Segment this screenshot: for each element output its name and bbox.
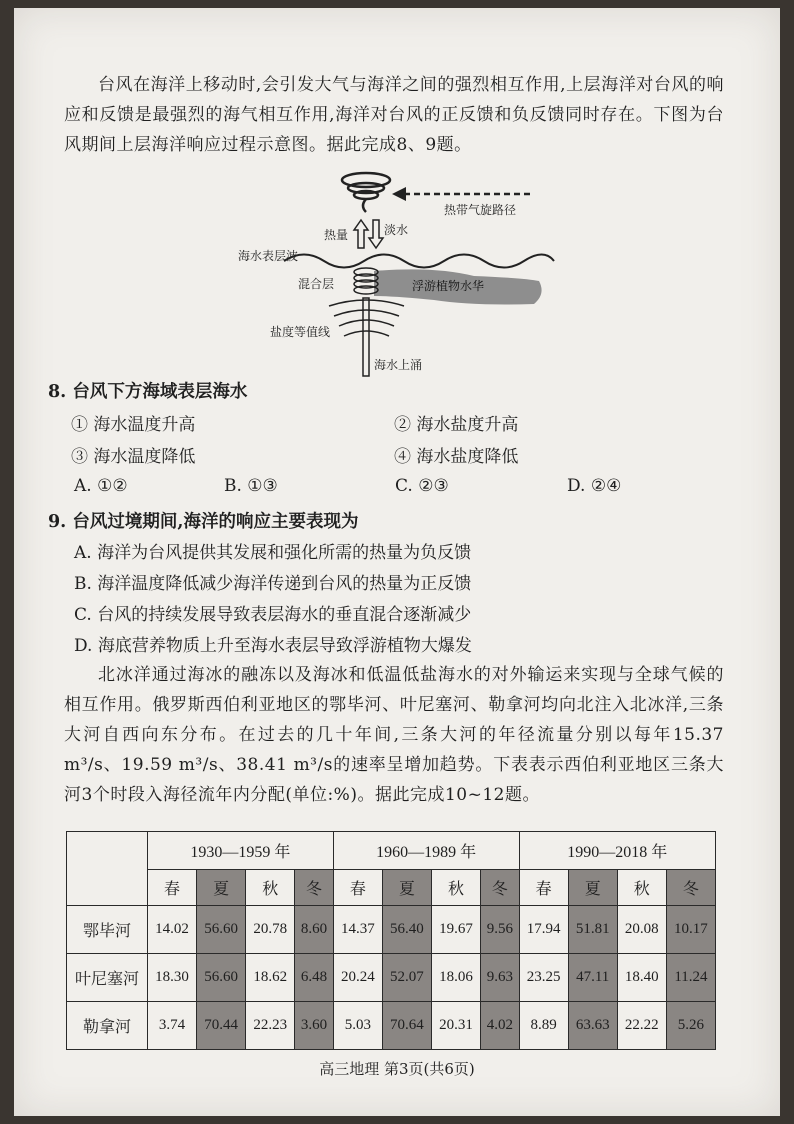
table-cell: 8.60 [295, 906, 334, 954]
season-header: 春 [148, 870, 197, 906]
heat-up-arrow [354, 220, 368, 248]
period-header: 1990—2018 年 [519, 832, 715, 870]
season-header: 夏 [197, 870, 246, 906]
mixing-layer-label: 混合层 [298, 277, 335, 291]
typhoon-icon [342, 173, 390, 212]
table-cell: 11.24 [666, 954, 715, 1002]
plankton-bloom-label: 浮游植物水华 [412, 279, 485, 293]
ocean-response-diagram [234, 166, 564, 386]
river-name: 鄂毕河 [67, 906, 148, 954]
q9-choice-b[interactable]: B. 海洋温度降低减少海洋传递到台风的热量为正反馈 [74, 574, 472, 594]
table-cell: 56.60 [197, 906, 246, 954]
table-cell: 9.63 [481, 954, 520, 1002]
season-header: 秋 [617, 870, 666, 906]
table-cell: 70.64 [382, 1002, 431, 1050]
table-cell: 19.67 [431, 906, 480, 954]
q8-choice-a[interactable]: A. ①② [74, 476, 128, 496]
q8-item-1: ① 海水温度升高 [71, 415, 196, 435]
period-header: 1960—1989 年 [333, 832, 519, 870]
table-cell: 5.26 [666, 1002, 715, 1050]
table-cell: 17.94 [519, 906, 568, 954]
season-header: 秋 [431, 870, 480, 906]
table-cell: 22.22 [617, 1002, 666, 1050]
table-cell: 10.17 [666, 906, 715, 954]
freshwater-label: 淡水 [384, 223, 409, 237]
table-cell: 22.23 [246, 1002, 295, 1050]
table-cell: 56.40 [382, 906, 431, 954]
table-cell: 4.02 [481, 1002, 520, 1050]
q8-item-3: ③ 海水温度降低 [71, 447, 196, 467]
period-header: 1930—1959 年 [148, 832, 334, 870]
q8-item-2: ② 海水盐度升高 [394, 415, 519, 435]
river-name: 叶尼塞河 [67, 954, 148, 1002]
exam-page [14, 8, 780, 1116]
table-cell: 18.06 [431, 954, 480, 1002]
table-cell: 20.24 [333, 954, 382, 1002]
freshwater-down-arrow [369, 220, 383, 248]
q9-choice-d[interactable]: D. 海底营养物质上升至海水表层导致浮游植物大爆发 [74, 636, 472, 656]
table-cell: 18.30 [148, 954, 197, 1002]
heat-label: 热量 [324, 228, 349, 242]
table-cell: 20.31 [431, 1002, 480, 1050]
surface-wave-line [284, 255, 554, 268]
upwelling-label: 海水上涌 [374, 358, 423, 372]
table-cell: 5.03 [333, 1002, 382, 1050]
table-cell: 8.89 [519, 1002, 568, 1050]
salinity-isoline-label: 盐度等值线 [270, 325, 331, 339]
season-header: 夏 [382, 870, 431, 906]
table-row [67, 1002, 716, 1050]
table-cell: 52.07 [382, 954, 431, 1002]
runoff-distribution-table [66, 831, 716, 1050]
table-cell: 18.62 [246, 954, 295, 1002]
table-cell: 3.74 [148, 1002, 197, 1050]
q8-choice-b[interactable]: B. ①③ [224, 476, 278, 496]
page-footer: 高三地理 第3页(共6页) [319, 1060, 475, 1078]
q8-choice-d[interactable]: D. ②④ [567, 476, 622, 496]
intro-arctic: 北冰洋通过海冰的融冻以及海冰和低温低盐海水的对外输运来实现与全球气候的相互作用。俄罗斯西伯利亚地区的鄂毕河、叶尼塞河、勒拿河均向北注入北冰洋,三条大河自西向东分布。在过去的几十年间,三条大河的年径流量分别以每年15.37 m³/s、19.59 m³/s、38.41 m³/s的速率呈增加趋势。下表表示西伯利亚地区三条大河3个时段入海径流年内分配(单位:%)。据此完成10~12题。 [64, 665, 724, 805]
table-cell: 20.08 [617, 906, 666, 954]
season-header: 秋 [246, 870, 295, 906]
q9-choice-a[interactable]: A. 海洋为台风提供其发展和强化所需的热量为负反馈 [74, 543, 472, 563]
q9-choice-c[interactable]: C. 台风的持续发展导致表层海水的垂直混合逐渐减少 [74, 605, 472, 625]
table-cell: 14.02 [148, 906, 197, 954]
season-header: 春 [333, 870, 382, 906]
table-cell: 9.56 [481, 906, 520, 954]
table-cell: 51.81 [568, 906, 617, 954]
season-header: 夏 [568, 870, 617, 906]
table-cell: 23.25 [519, 954, 568, 1002]
q8-item-4: ④ 海水盐度降低 [394, 447, 519, 467]
cyclone-path-label: 热带气旋路径 [444, 203, 517, 217]
table-row [67, 954, 716, 1002]
table-cell: 18.40 [617, 954, 666, 1002]
surface-wave-label: 海水表层波 [238, 249, 299, 263]
river-name: 勒拿河 [67, 1002, 148, 1050]
table-cell: 14.37 [333, 906, 382, 954]
table-cell: 56.60 [197, 954, 246, 1002]
table-corner-cell [67, 832, 148, 906]
cyclone-path-arrow [392, 187, 534, 201]
table-cell: 20.78 [246, 906, 295, 954]
question-8-stem: 8. 台风下方海域表层海水 [48, 382, 248, 402]
q8-choice-c[interactable]: C. ②③ [395, 476, 449, 496]
table-cell: 70.44 [197, 1002, 246, 1050]
season-header: 冬 [481, 870, 520, 906]
intro-typhoon: 台风在海洋上移动时,会引发大气与海洋之间的强烈相互作用,上层海洋对台风的响应和反馈是最强烈的海气相互作用,海洋对台风的正反馈和负反馈同时存在。下图为台风期间上层海洋响应过程示意图。据此完成8、9题。 [64, 75, 724, 155]
table-cell: 63.63 [568, 1002, 617, 1050]
salinity-isolines [329, 300, 404, 336]
question-9-stem: 9. 台风过境期间,海洋的响应主要表现为 [48, 512, 359, 532]
table-cell: 47.11 [568, 954, 617, 1002]
season-header: 冬 [295, 870, 334, 906]
season-header: 冬 [666, 870, 715, 906]
table-row [67, 906, 716, 954]
table-cell: 6.48 [295, 954, 334, 1002]
table-cell: 3.60 [295, 1002, 334, 1050]
season-header: 春 [519, 870, 568, 906]
